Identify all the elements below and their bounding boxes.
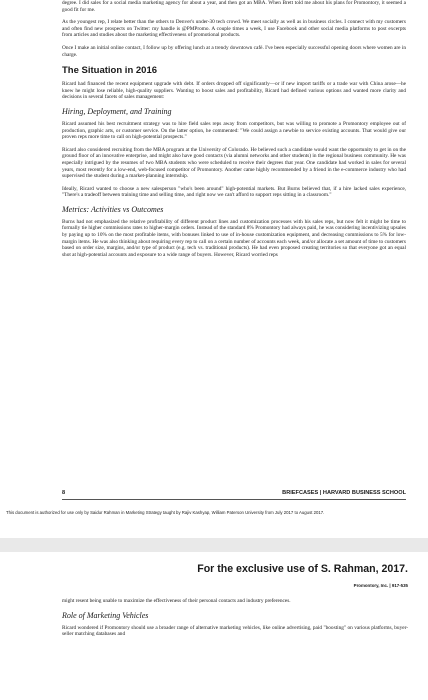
footer-rule: [62, 499, 406, 500]
running-header: Promontory, Inc. | 917-535: [353, 583, 408, 588]
authorization-notice: This document is authorized for use only by Saidur Rahman in Marketing Strategy taught by Rajiv Kashyap, William Paterson University from July 2017 to August 2017.: [6, 510, 325, 515]
exclusive-use-banner: For the exclusive use of S. Rahman, 2017.: [197, 563, 408, 575]
paragraph-metrics: Burns had not emphasized the relative profitability of different product lines and customization processes with his sales reps, but now felt it might be time to formally tie higher commissions rates to higher-margin orders. Instead of the standard 8% Promontory had always paid, he was considering incentivizing upsales by paying up to 10% on the most profitable items, with bonuses linked to use of in-house customization equipment, and decreasing commissions to 5% for low-margin items. He was also thinking about requiring every rep to call on a certain number of accounts each week, and/or allocate a set amount of time to customers based on order size, margins, and/or type of product (e.g. tech vs. traditional products). He had even proposed creating territories so that everyone got an equal shot at high-potential accounts and exposure to a wide range of buyers. However, Ricard worried reps: [62, 218, 406, 258]
paragraph-hiring: Ricard assumed his best recruitment strategy was to hire field sales reps away from competitors, but was willing to promote a Promontory employee out of production, graphic arts, or customer service. On the latter option, he commented: "We could assign a newbie to service existing accounts. That would give our proven reps more time to call on high-potential prospects.": [62, 120, 406, 141]
paragraph-intro-end: degree. I did sales for a social media marketing agency for about a year, and then got an MBA. When Brett told me about his plans for Promontory, it seemed a good fit for me.: [62, 0, 406, 13]
section-heading-situation: The Situation in 2016: [62, 65, 158, 77]
subheading-role-marketing: Role of Marketing Vehicles: [62, 610, 149, 620]
paragraph-initial-contact: Once I make an initial online contact, I follow up by offering lunch at a trendy downtown café. I've been especially successful opening doors where women are in charge.: [62, 44, 406, 58]
paragraph-role-marketing: Ricard wondered if Promontory should use a broader range of alternative marketing vehicles, like online advertising, paid "boosting" on various platforms, buyer-seller matching databases and: [62, 624, 408, 638]
page-gap: [0, 538, 428, 552]
subheading-metrics: Metrics: Activities vs Outcomes: [62, 204, 164, 214]
brand-footer: BRIEFCASES | HARVARD BUSINESS SCHOOL: [282, 490, 406, 496]
paragraph-youngest-rep: As the youngest rep, I relate better than the others to Denver's under-30 tech crowd. We meet socially as well as in business circles. I connect with my customers and often find new prospects on Twitter: my handle is @PMPromo. A couple times a week, I use Facebook and other social media platforms to post excerpts from articles and studies about the marketing effectiveness of promotional products.: [62, 19, 406, 39]
paragraph-situation: Ricard had financed the recent equipment upgrade with debt. If orders dropped off significantly—or if new import tariffs or a trade war with China arose—he knew he might lose reliable, high-quality suppliers. Wanting to boost sales and profitability, Ricard had defined various options and wanted more clarity and decisions in several facets of sales management:: [62, 81, 406, 101]
subheading-hiring: Hiring, Deployment, and Training: [62, 106, 172, 116]
page-9: [0, 552, 428, 700]
paragraph-mba: Ricard also considered recruiting from the MBA program at the University of Colorado. He believed such a candidate would want the opportunity to get in on the ground floor of an innovative enterprise, and might also have good contacts (via alumni networks and other students) in the regional business community. He was especially intrigued by the resumes of two MBA students who were scheduled to receive their degrees that year. One candidate had worked in sales for several years, most recently for a low-end, web-focused competitor of Promontory. Another came highly recommended by a friend in the e-commerce industry who had supervised the student during a market-planning internship.: [62, 146, 406, 180]
paragraph-continued: might resent being unable to maximize the effectiveness of their personal contacts and industry preferences.: [62, 598, 291, 604]
page-number: 8: [62, 490, 66, 496]
paragraph-ideally: Ideally, Ricard wanted to choose a new salesperson "who's been around" high-potential markets. But Burns believed that, if a hire lacked sales experience, "There's a tradeoff between training time and selling time, and right now we can't afford to support reps sitting in a classroom.": [62, 185, 406, 199]
